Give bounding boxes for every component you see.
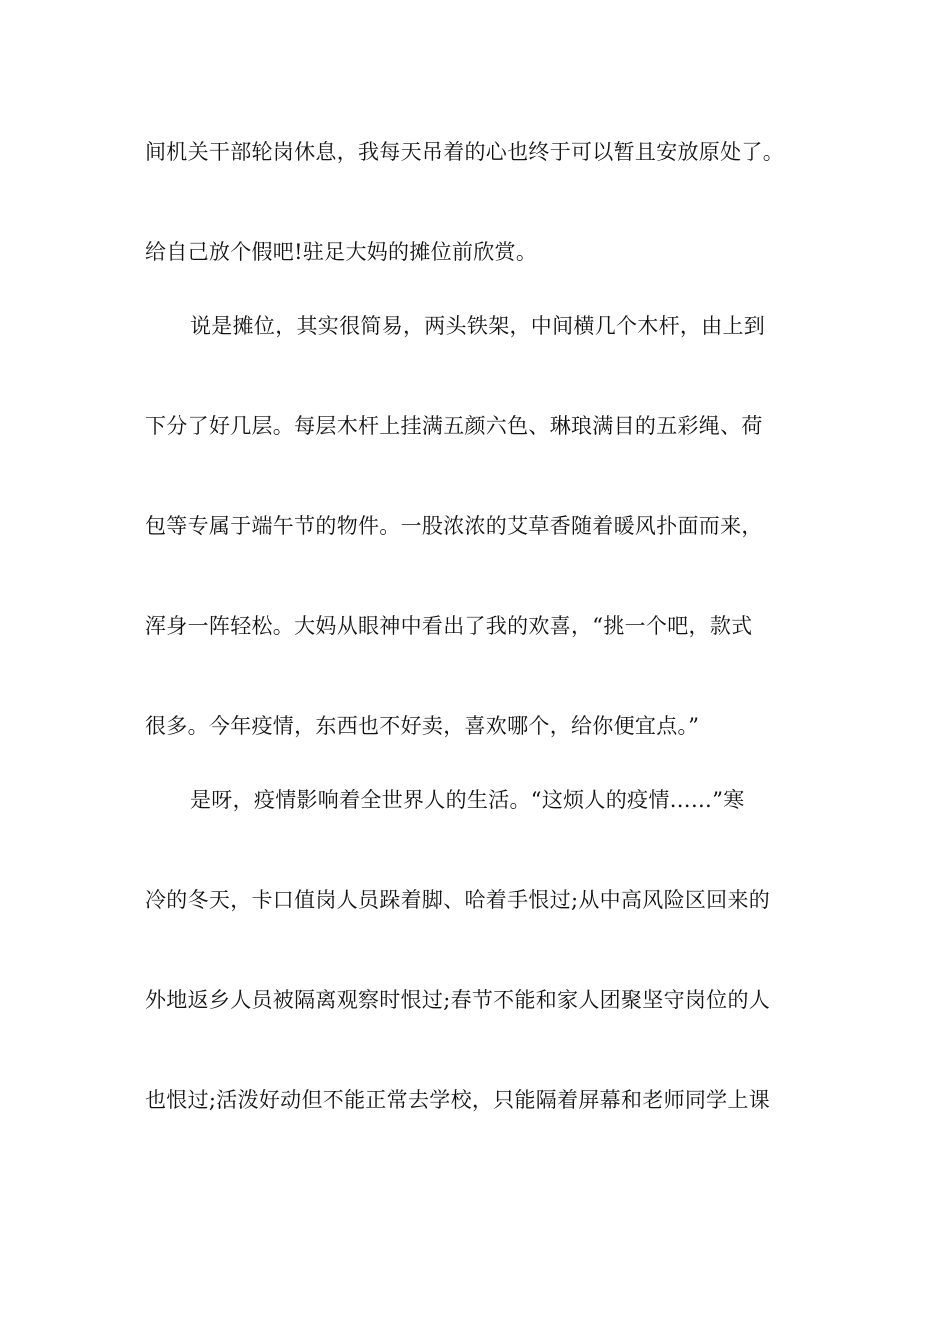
text-line: 外地返乡人员被隔离观察时恨过;春节不能和家人团聚坚守岗位的人 — [145, 988, 771, 1012]
text-line: 很多。今年疫情，东西也不好卖，喜欢哪个，给你便宜点。” — [145, 714, 700, 738]
text-line: 说是摊位，其实很简易，两头铁架，中间横几个木杆，由上到 — [190, 314, 766, 338]
text-line: 下分了好几层。每层木杆上挂满五颜六色、琳琅满目的五彩绳、荷 — [145, 414, 763, 438]
text-line: 冷的冬天，卡口值岗人员跺着脚、哈着手恨过;从中高风险区回来的 — [145, 888, 771, 912]
text-line: 浑身一阵轻松。大妈从眼神中看出了我的欢喜，“挑一个吧，款式 — [145, 614, 753, 638]
text-line: 是呀，疫情影响着全世界人的生活。“这烦人的疫情……”寒 — [190, 788, 745, 812]
text-line: 也恨过;活泼好动但不能正常去学校，只能隔着屏幕和老师同学上课 — [145, 1088, 771, 1112]
text-line: 包等专属于端午节的物件。一股浓浓的艾草香随着暖风扑面而来， — [145, 514, 763, 538]
text-line: 间机关干部轮岗休息，我每天吊着的心也终于可以暂且安放原处了。 — [145, 140, 784, 164]
text-line: 给自己放个假吧!驻足大妈的摊位前欣赏。 — [145, 240, 538, 264]
